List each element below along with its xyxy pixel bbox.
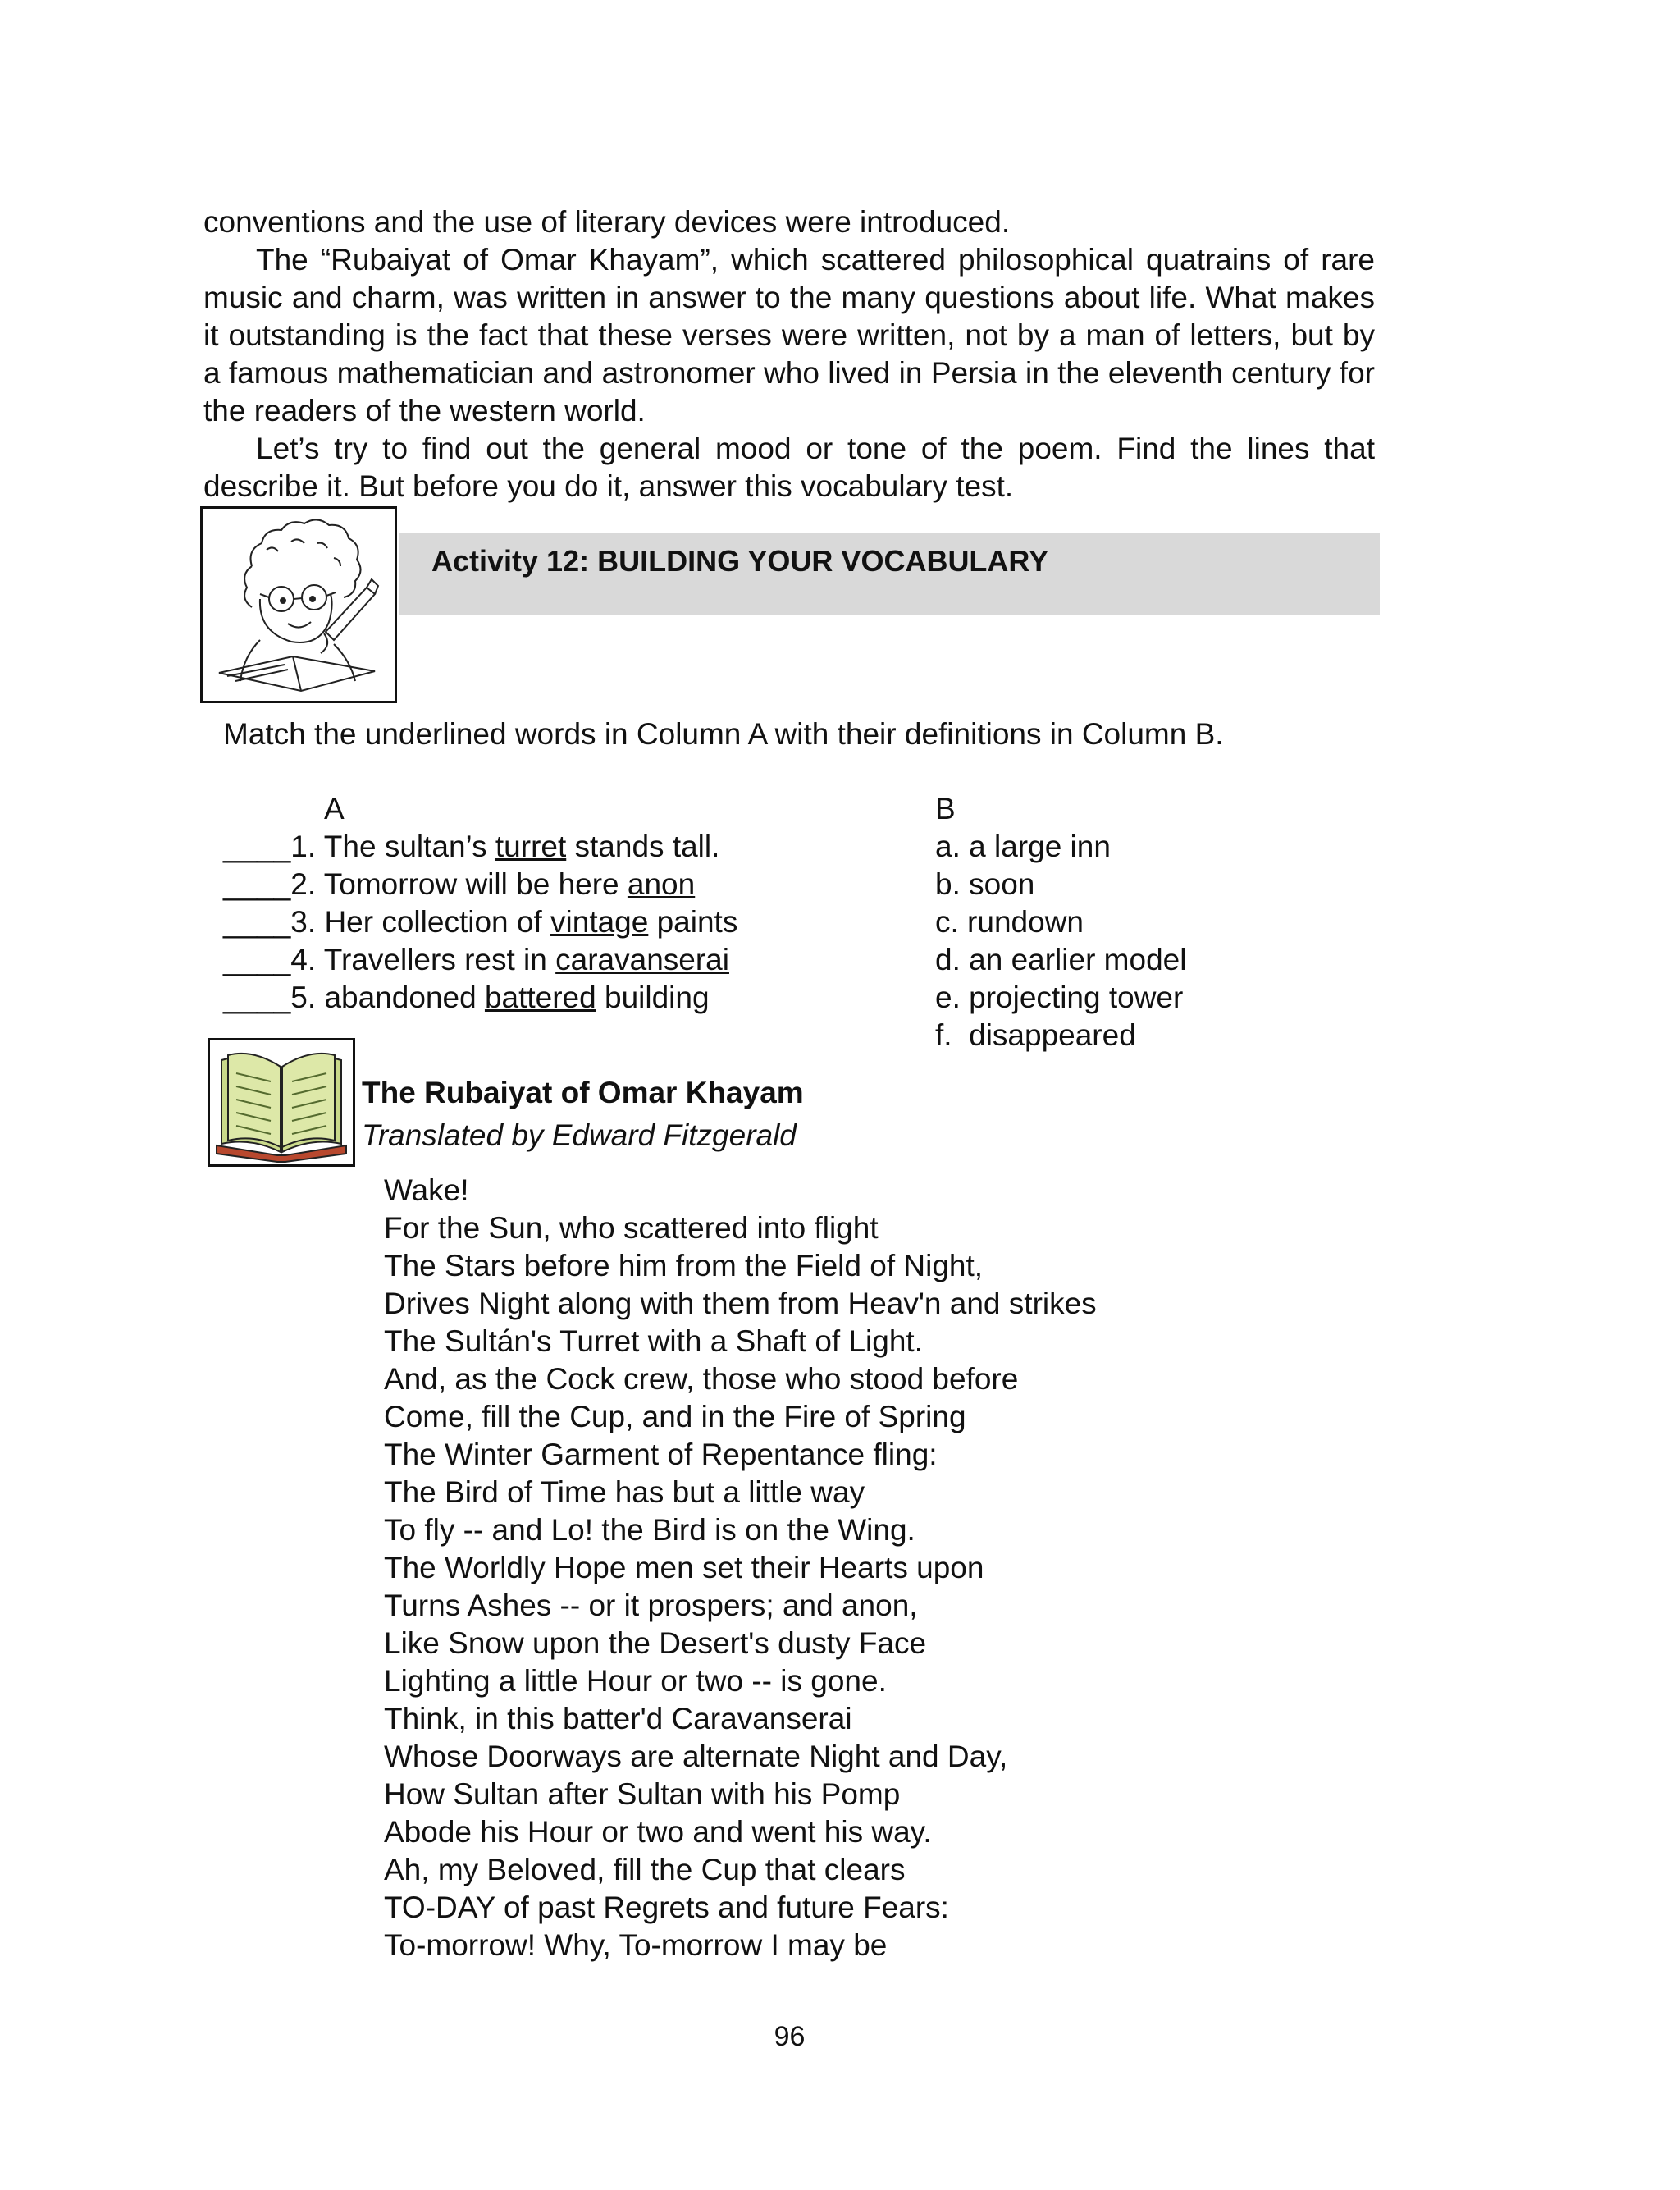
poem-line: Lighting a little Hour or two -- is gone. bbox=[384, 1664, 887, 1698]
activity-banner bbox=[399, 533, 1380, 615]
column-b-item: b. soon bbox=[935, 867, 1035, 901]
poem-line: The Sultán's Turret with a Shaft of Light. bbox=[384, 1324, 923, 1358]
poem-title: The Rubaiyat of Omar Khayam bbox=[362, 1076, 804, 1109]
underlined-word: battered bbox=[484, 981, 596, 1014]
column-a-header: A bbox=[324, 792, 345, 825]
column-a-list bbox=[223, 828, 737, 1017]
poem-line: Ah, my Beloved, fill the Cup that clears bbox=[384, 1853, 906, 1886]
underlined-word: caravanserai bbox=[555, 943, 729, 976]
column-b-list bbox=[935, 828, 1186, 1054]
poem-line: For the Sun, who scattered into flight bbox=[384, 1211, 879, 1245]
column-b-item: a. a large inn bbox=[935, 830, 1111, 863]
exercise-instruction: Match the underlined words in Column A with their definitions in Column B. bbox=[223, 717, 1224, 751]
column-b-header: B bbox=[935, 792, 956, 825]
poem-line: The Stars before him from the Field of Night, bbox=[384, 1249, 984, 1282]
poem-line: Come, fill the Cup, and in the Fire of Spring bbox=[384, 1400, 966, 1433]
activity-title: Activity 12: BUILDING YOUR VOCABULARY bbox=[431, 544, 1049, 578]
poem-line: How Sultan after Sultan with his Pomp bbox=[384, 1777, 901, 1811]
poem-line: Think, in this batter'd Caravanserai bbox=[384, 1702, 852, 1735]
column-a-item: ____2. Tomorrow will be here anon bbox=[223, 867, 696, 901]
poem-text bbox=[384, 1172, 1097, 1964]
poem-line: To fly -- and Lo! the Bird is on the Wing. bbox=[384, 1513, 915, 1547]
poem-line: To-morrow! Why, To-morrow I may be bbox=[384, 1928, 888, 1962]
poem-line: Wake! bbox=[384, 1173, 469, 1207]
underlined-word: anon bbox=[627, 867, 696, 901]
intro-paragraph-2: The “Rubaiyat of Omar Khayam”, which scattered philosophical quatrains of rare music and charm, was written in answer to the many questions about life. What makes it outstanding is the fact that these verses were written, not by a man of letters, but by a famous mathematician and astronomer who lived in Persia in the eleventh century for the readers of the western world. bbox=[203, 243, 1375, 427]
underlined-word: turret bbox=[495, 830, 567, 863]
column-a-item: ____4. Travellers rest in caravanserai bbox=[223, 943, 729, 976]
underlined-word: vintage bbox=[550, 905, 649, 939]
poem-line: Turns Ashes -- or it prospers; and anon, bbox=[384, 1589, 918, 1622]
intro-paragraph-1: conventions and the use of literary devices were introduced. bbox=[203, 205, 1011, 239]
poem-line: Abode his Hour or two and went his way. bbox=[384, 1815, 932, 1849]
open-book-icon bbox=[208, 1038, 355, 1167]
poem-translator: Translated by Edward Fitzgerald bbox=[362, 1118, 797, 1152]
poem-line: The Bird of Time has but a little way bbox=[384, 1475, 865, 1509]
poem-line: Whose Doorways are alternate Night and Day, bbox=[384, 1740, 1008, 1773]
page-number: 96 bbox=[774, 2021, 806, 2052]
intro-paragraph-3: Let’s try to find out the general mood or tone of the poem. Find the lines that describe it. But before you do it, answer this vocabulary test. bbox=[203, 432, 1375, 503]
column-a-item: ____5. abandoned battered building bbox=[223, 981, 710, 1014]
column-b-item: e. projecting tower bbox=[935, 981, 1184, 1014]
poem-line: The Winter Garment of Repentance fling: bbox=[384, 1438, 938, 1471]
poem-line: Like Snow upon the Desert's dusty Face bbox=[384, 1626, 927, 1660]
student-writing-icon bbox=[200, 506, 397, 703]
poem-line: And, as the Cock crew, those who stood before bbox=[384, 1362, 1019, 1396]
poem-line: Drives Night along with them from Heav'n and strikes bbox=[384, 1287, 1097, 1320]
poem-line: TO-DAY of past Regrets and future Fears: bbox=[384, 1891, 949, 1924]
column-b-item: f. disappeared bbox=[935, 1018, 1136, 1052]
column-a-item: ____3. Her collection of vintage paints bbox=[223, 905, 738, 939]
column-b-item: d. an earlier model bbox=[935, 943, 1187, 976]
column-b-item: c. rundown bbox=[935, 905, 1084, 939]
poem-line: The Worldly Hope men set their Hearts upon bbox=[384, 1551, 984, 1584]
column-a-item: ____1. The sultan’s turret stands tall. bbox=[223, 830, 720, 863]
